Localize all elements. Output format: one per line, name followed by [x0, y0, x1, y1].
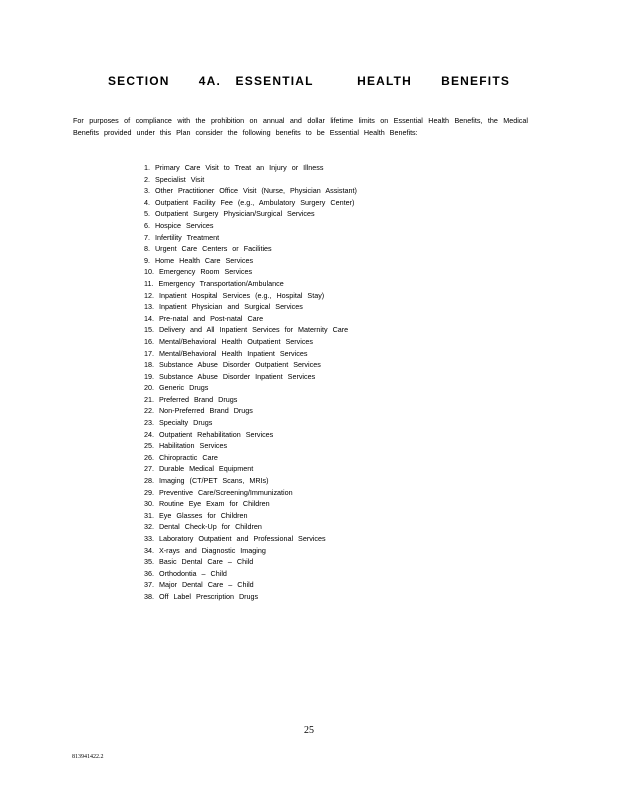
- list-item: 10. Emergency Room Services: [144, 267, 253, 277]
- list-item: 5. Outpatient Surgery Physician/Surgical Services: [144, 209, 315, 219]
- list-item: 6. Hospice Services: [144, 220, 214, 230]
- list-item: 17. Mental/Behavioral Health Inpatient Services: [144, 348, 308, 358]
- list-item: 32. Dental Check-Up for Children: [144, 522, 262, 532]
- section-title: SECTION 4A. ESSENTIAL HEALTH BENEFITS: [107, 74, 511, 88]
- list-item: 11. Emergency Transportation/Ambulance: [144, 278, 284, 288]
- list-item: 37. Major Dental Care – Child: [144, 580, 254, 590]
- list-item: 18. Substance Abuse Disorder Outpatient Services: [144, 360, 321, 370]
- list-item: 8. Urgent Care Centers or Facilities: [144, 244, 272, 254]
- list-item: 25. Habilitation Services: [144, 441, 228, 451]
- benefits-list: [144, 162, 357, 603]
- list-item: 38. Off Label Prescription Drugs: [144, 591, 259, 601]
- list-item: 16. Mental/Behavioral Health Outpatient Services: [144, 336, 314, 346]
- list-item: 31. Eye Glasses for Children: [144, 510, 248, 520]
- list-item: 15. Delivery and All Inpatient Services for Maternity Care: [144, 325, 349, 335]
- page-number: 25: [304, 725, 314, 736]
- list-item: 33. Laboratory Outpatient and Professional Services: [144, 534, 326, 543]
- list-item: 23. Specialty Drugs: [144, 418, 213, 428]
- list-item: 36. Orthodontia – Child: [144, 568, 227, 578]
- list-item: 24. Outpatient Rehabilitation Services: [144, 429, 274, 439]
- list-item: 22. Non-Preferred Brand Drugs: [144, 406, 253, 416]
- list-item: 19. Substance Abuse Disorder Inpatient Services: [144, 371, 316, 381]
- list-item: 13. Inpatient Physician and Surgical Services: [144, 302, 303, 312]
- list-item: 26. Chiropractic Care: [144, 452, 218, 462]
- list-item: 9. Home Health Care Services: [144, 255, 254, 265]
- list-item: 35. Basic Dental Care – Child: [144, 557, 254, 567]
- list-item: 28. Imaging (CT/PET Scans, MRIs): [144, 476, 269, 486]
- list-item: 4. Outpatient Facility Fee (e.g., Ambulatory Surgery Center): [144, 197, 355, 207]
- list-item: 29. Preventive Care/Screening/Immunization: [144, 487, 293, 497]
- list-item: 21. Preferred Brand Drugs: [144, 394, 238, 404]
- list-item: 27. Durable Medical Equipment: [144, 464, 254, 474]
- list-item: 12. Inpatient Hospital Services (e.g., Hospital Stay): [144, 290, 325, 300]
- list-item: 20. Generic Drugs: [144, 383, 209, 393]
- list-item: 30. Routine Eye Exam for Children: [144, 499, 270, 509]
- intro-paragraph: For purposes of compliance with the prohibition on annual and dollar lifetime limits on Essential Health Benefits, the Medical Benefits provided under this Plan consider the following benefits to be Essential Health Benefits:: [73, 116, 528, 137]
- list-item: 34. X-rays and Diagnostic Imaging: [144, 545, 266, 555]
- list-item: 1. Primary Care Visit to Treat an Injury or Illness: [144, 163, 324, 172]
- list-item: 2. Specialist Visit: [144, 174, 205, 184]
- list-item: 14. Pre-natal and Post-natal Care: [144, 313, 264, 323]
- list-item: 7. Infertility Treatment: [144, 232, 220, 242]
- list-item: 3. Other Practitioner Office Visit (Nurse, Physician Assistant): [144, 186, 357, 196]
- document-id: 813941422.2: [72, 754, 104, 760]
